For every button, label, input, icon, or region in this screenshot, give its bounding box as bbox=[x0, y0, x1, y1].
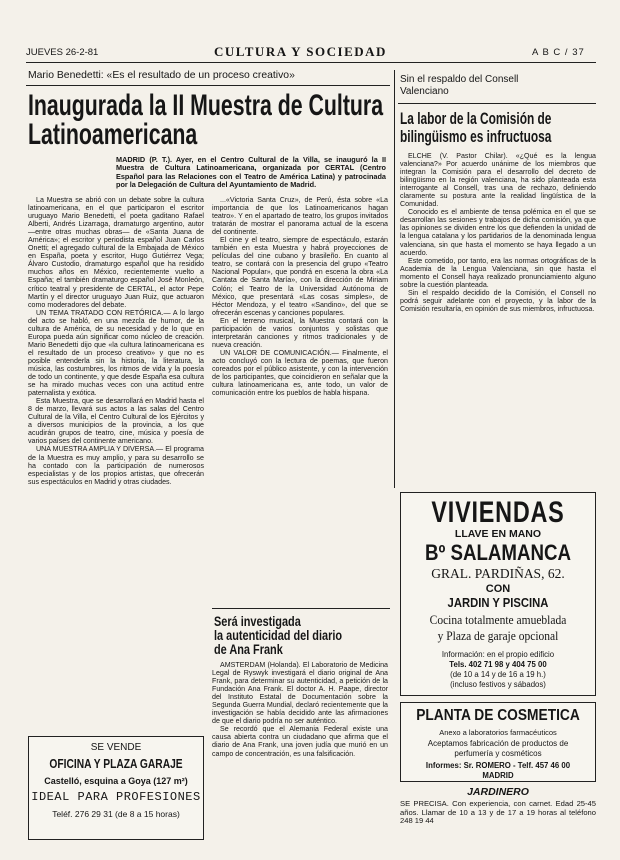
ad-viviendas bbox=[400, 492, 596, 696]
paragraph: El cine y el teatro, siempre de espectáculo, estarán también en esta Muestra y habrá proyecciones de películas del cine cubano y brasileño. En cuanto al teatro, se contará con la presencia del grupo «Teatro Nacional Popular», que pondrá en escena la obra «La Cantata de Santa María», con la dirección de Miriam Colón; el Teatro de la Universidad Autónoma de México, que presentará «Las cosas simples», de Héctor Mendoza, y el teatro «Sandino», del que se ofrecerán escenas y canciones populares. bbox=[212, 236, 388, 317]
side-headline-line-2: bilingüismo es infructuosa bbox=[400, 127, 552, 146]
kicker-rule bbox=[26, 85, 390, 86]
ad-line: (de 10 a 14 y de 16 a 19 h.) bbox=[450, 670, 546, 679]
side-headline-line-1: La labor de la Comisión de bbox=[400, 109, 552, 128]
page-number: A B C / 37 bbox=[532, 47, 585, 58]
ad-line: CON bbox=[485, 583, 511, 595]
paragraph: UN VALOR DE COMUNICACIÓN.— Finalmente, el acto concluyó con la lectura de poemas, que fueron coreados por el público asistente, y con la intervención de los participantes, que coincidieron en señalar que la cultura latinoamericana es, ante todo, un valor de comunicación entre los pueblos de habla hispana. bbox=[212, 348, 388, 398]
paragraph: Este cometido, por tanto, era las normas ortográficas de la Academia de la Lengua Valenciana, sin que hasta el momento el Consell haya realizado pronunciamiento alguno sobre la cuestión planteada. bbox=[400, 256, 596, 289]
main-headline-line-1: Inaugurada la II Muestra de Cultura bbox=[28, 89, 384, 122]
section-title: CULTURA Y SOCIEDAD bbox=[214, 44, 387, 59]
ad-line: Castelló, esquina a Goya (127 m²) bbox=[44, 776, 188, 786]
ad-line: IDEAL PARA PROFESIONES bbox=[31, 790, 201, 804]
ad-line: JARDIN Y PISCINA bbox=[447, 596, 549, 610]
ad-line: Bº SALAMANCA bbox=[424, 540, 572, 565]
paragraph: Se recordó que el Alemania Federal existe una causa abierta contra un ciudadano que afirma que el diario de Ana Frank, una joven judía que murió en un campo de concentración, es una falsificación. bbox=[212, 725, 388, 758]
frank-rule bbox=[212, 608, 390, 609]
ad-line: LLAVE EN MANO bbox=[454, 528, 542, 540]
paragraph: Sin el respaldo decidido de la Comisión, el Consell no podrá seguir adelante con el proyecto, y la labor de la Comisión resultaría, en opinión de sus miembros, infructuosa. bbox=[400, 288, 596, 313]
column-divider bbox=[394, 70, 395, 488]
main-kicker: Mario Benedetti: «Es el resultado de un proceso creativo» bbox=[28, 70, 295, 81]
side-kicker-line-1: Sin el respaldo del Consell bbox=[400, 74, 519, 85]
main-column-2 bbox=[212, 196, 388, 606]
paragraph: Esta Muestra, que se desarrollará en Madrid hasta el 8 de marzo, llevará sus actos a las salas del Centro Cultural de la Villa, el Centro Cultural de los Ejércitos y a diversos municipios de la provincia, a los que acudirán grupos de teatro, cine, música y poesía de varios países del continente americano. bbox=[28, 397, 204, 446]
paragraph: UN TEMA TRATADO CON RETÓRICA.— A lo largo del acto se habló, en una mezcla de humor, de la cultura de América, de su necesidad y de lo que en Europa pueda aún significar como núcleo de creación. Mario Benedetti dijo que «la cultura latinoamericana es el resultado de un proceso creativo» y que no es posible entenderla sin la historia, la literatura, la música, las costumbres, los ritmos de vida y la poesía de todo un continente, y que desde España esa cultura se ha mirado muchas veces con una actitud entre paternalista y exótica. bbox=[28, 308, 204, 398]
ad-line: Anexo a laboratorios farmacéuticos bbox=[439, 728, 557, 737]
paragraph: SE PRECISA. Con experiencia, con carnet. Edad 25-45 años. Llamar de 10 a 13 y de 17 a 19 horas al teléfono 248 19 44 bbox=[400, 800, 596, 826]
side-kicker-rule bbox=[398, 103, 596, 104]
side-body bbox=[400, 152, 596, 488]
ad-phone: Informes: Sr. ROMERO - Telf. 457 46 00 bbox=[425, 761, 571, 770]
frank-body bbox=[212, 661, 388, 841]
paragraph: ...«Victoria Santa Cruz», de Perú, ésta sobre «La importancia de que los Latinoamericanos hagan teatro». Y en el apartado de teatro, los grupos invitados tratarán de mostrar el panorama actual de la escena del continente. bbox=[212, 196, 388, 237]
ad-phone: Teléf. 276 29 31 (de 8 a 15 horas) bbox=[52, 809, 180, 819]
ad-headline: OFICINA Y PLAZA GARAJE bbox=[49, 757, 183, 771]
ad-line: GRAL. PARDIÑAS, 62. bbox=[431, 566, 565, 581]
ad-phone: Tels. 402 71 98 y 404 75 00 bbox=[449, 660, 547, 669]
main-column-1 bbox=[28, 196, 204, 732]
paragraph: UNA MUESTRA AMPLIA Y DIVERSA.— El programa de la Muestra es muy amplio, y para su desarrollo se ha contado con la participación de numerosos especialistas y de los propios artistas, que ofrecerán sus espectáculos en Madrid y otras ciudades. bbox=[28, 445, 204, 486]
ad-oficina-se-vende bbox=[28, 736, 204, 840]
ad-headline: PLANTA DE COSMETICA bbox=[416, 707, 580, 724]
ad-line: Aceptamos fabricación de productos de bbox=[427, 739, 569, 748]
ad-line: perfumería y cosméticos bbox=[454, 749, 542, 758]
main-headline-line-2: Latinoamericana bbox=[28, 118, 198, 151]
frank-headline-line-1: Será investigada bbox=[214, 613, 301, 629]
paragraph: La Muestra se abrió con un debate sobre la cultura latinoamericana, en el que participaron el escritor uruguayo Mario Benedetti, el poeta gaditano Rafael Alberti, Andrés Lizarraga, dramaturgo argentino, autor —entre otras muchas obras— de «Santa Juana de América»; el escritor y periodista español Juan Carlos Onetti; el agregado cultural de la Embajada de México en España, poeta y escritor, Hugo Gutiérrez Vega; Álvaro Custodio, dramaturgo español que ha residido muchos años en México, recientemente vuelto a España; el también dramaturgo español José Monleón, crítico teatral y presidente de CERTAL, el actor Pepe Martín y el director uruguayo Juan Ruiz, que actuaron como moderadores del debate. bbox=[28, 196, 204, 309]
paragraph: Conocido es el ambiente de tensa polémica en el que se desarrollan las sesiones y trabajos de dicha comisión, ya que las opiniones se dividen entre los que defienden la unidad de la lengua catalana y los partidarios de la denominada lengua valenciana, sin que hasta el momento se haya llegado a un acuerdo. bbox=[400, 208, 596, 257]
paragraph: En el terreno musical, la Muestra contará con la participación de varios conjuntos y solistas que interpretarán canciones y ritmos tradicionales y de nueva creación. bbox=[212, 316, 388, 349]
side-kicker-line-2: Valenciano bbox=[400, 86, 449, 97]
frank-headline-line-3: de Ana Frank bbox=[214, 641, 283, 657]
paragraph: AMSTERDAM (Holanda). El Laboratorio de Medicina Legal de Ryswyk investigará el diario original de Ana Frank, para determinar su autenticidad, a petición de la Fundación Ana Frank. El doctor A. H. Paape, director del Instituto Estatal de Documentación sobre la Segunda Guerra Mundial, declaró recientemente que la investigación se había decidido ante las afirmaciones de que el diario podría no ser auténtico. bbox=[212, 661, 388, 726]
ad-line: Cocina totalmente amueblada bbox=[429, 613, 567, 627]
ad-line: MADRID bbox=[482, 771, 514, 780]
ad-headline: VIVIENDAS bbox=[431, 496, 565, 529]
ad-line: y Plaza de garaje opcional bbox=[437, 629, 559, 643]
ad-line: SE VENDE bbox=[90, 742, 142, 753]
classified-body bbox=[400, 800, 596, 840]
ad-line: (incluso festivos y sábados) bbox=[450, 680, 546, 689]
ad-line: Información: en el propio edificio bbox=[441, 650, 555, 659]
issue-date: JUEVES 26-2-81 bbox=[26, 47, 99, 58]
classified-title: JARDINERO bbox=[467, 786, 529, 798]
ad-planta-cosmetica bbox=[400, 702, 596, 782]
paragraph: ELCHE (V. Pastor Chilar). «¿Qué es la lengua valenciana?» Por acuerdo unánime de los miembros que integran la Comisión para el desarrollo del decreto de bilingüismo en la región valenciana, ha sido planteada esta interrogante al Consell, tras una de rechazo, definiendo claramente su postura ante la realidad lingüística de la Comunidad. bbox=[400, 152, 596, 209]
frank-headline-line-2: la autenticidad del diario bbox=[214, 627, 343, 643]
header-rule bbox=[26, 62, 596, 63]
main-lead: MADRID (P. T.). Ayer, en el Centro Cultural de la Villa, se inauguró la II Muestra de Cultura Latinoamericana, organizada por CERTAL (Centro Español para las Relaciones con el Teatro de América Latina) y patrocinada por la Delegación de Cultura del Ayuntamiento de Madrid. bbox=[116, 155, 386, 190]
